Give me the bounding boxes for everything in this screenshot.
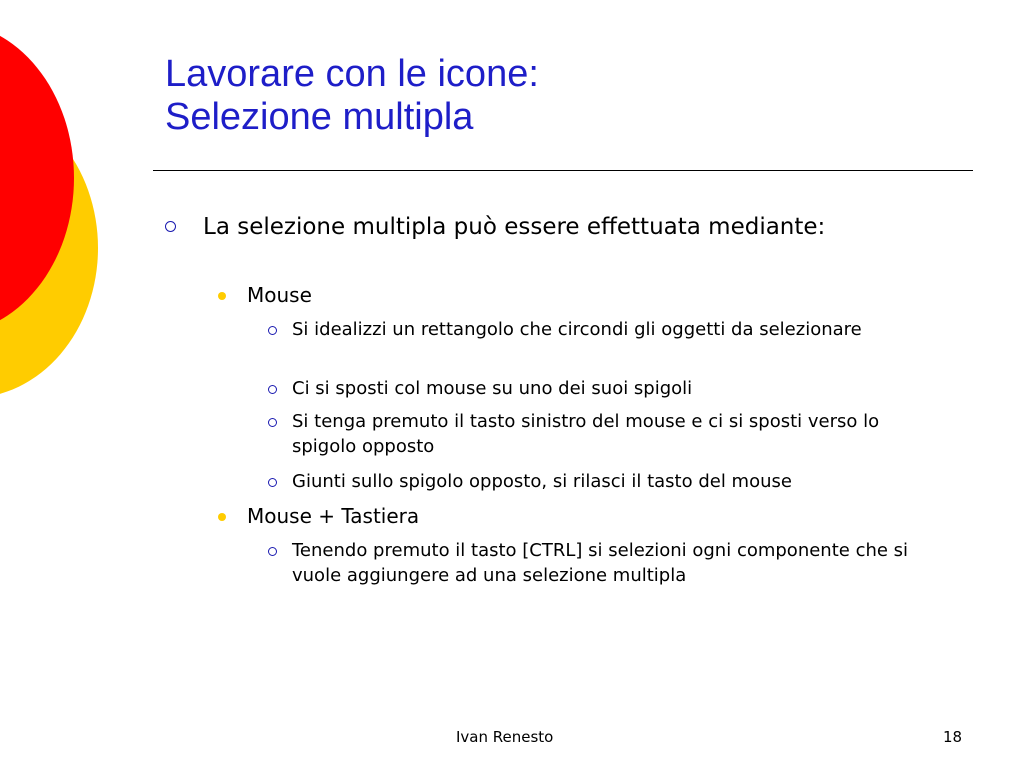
bullet-mouse [247,282,847,309]
hollow-circle-bullet-icon [268,478,277,487]
yellow-dot-bullet-icon [218,292,226,300]
footer-author: Ivan Renesto [456,728,554,746]
bullet-intro [203,212,843,243]
hollow-circle-bullet-icon [268,418,277,427]
hollow-circle-bullet-icon [268,326,277,335]
bullet-mouse-step-2 [292,376,942,401]
bullet-intro-text: La selezione multipla può essere effettuata mediante: [203,214,826,240]
bullet-mouse-keyboard-step-1 [292,538,932,588]
bullet-mouse-step-4 [292,469,942,494]
page-number: 18 [943,728,963,746]
hollow-circle-bullet-icon [268,385,277,394]
hollow-circle-bullet-icon [165,221,176,232]
bullet-mouse-text: Mouse [247,283,312,307]
title-line-2: Selezione multipla [165,96,474,138]
bullet-mouse-keyboard [247,503,847,530]
bullet-mouse-step-1 [292,317,942,342]
bullet-mouse-keyboard-text: Mouse + Tastiera [247,504,420,528]
hollow-circle-bullet-icon [268,547,277,556]
yellow-dot-bullet-icon [218,513,226,521]
bullet-mouse-keyboard-step-1-text: Tenendo premuto il tasto [CTRL] si selezioni ogni componente che si vuole aggiungere ad una selezione multipla [292,540,909,586]
title-line-1: Lavorare con le icone: [165,53,539,95]
bullet-mouse-step-3-text: Si tenga premuto il tasto sinistro del mouse e ci si sposti verso lo spigolo opposto [292,411,880,457]
bullet-mouse-step-4-text: Giunti sullo spigolo opposto, si rilasci il tasto del mouse [292,471,792,492]
bullet-mouse-step-1-text: Si idealizzi un rettangolo che circondi gli oggetti da selezionare [292,319,862,340]
bullet-mouse-step-3 [292,409,942,459]
bullet-mouse-step-2-text: Ci si sposti col mouse su uno dei suoi spigoli [292,378,693,399]
